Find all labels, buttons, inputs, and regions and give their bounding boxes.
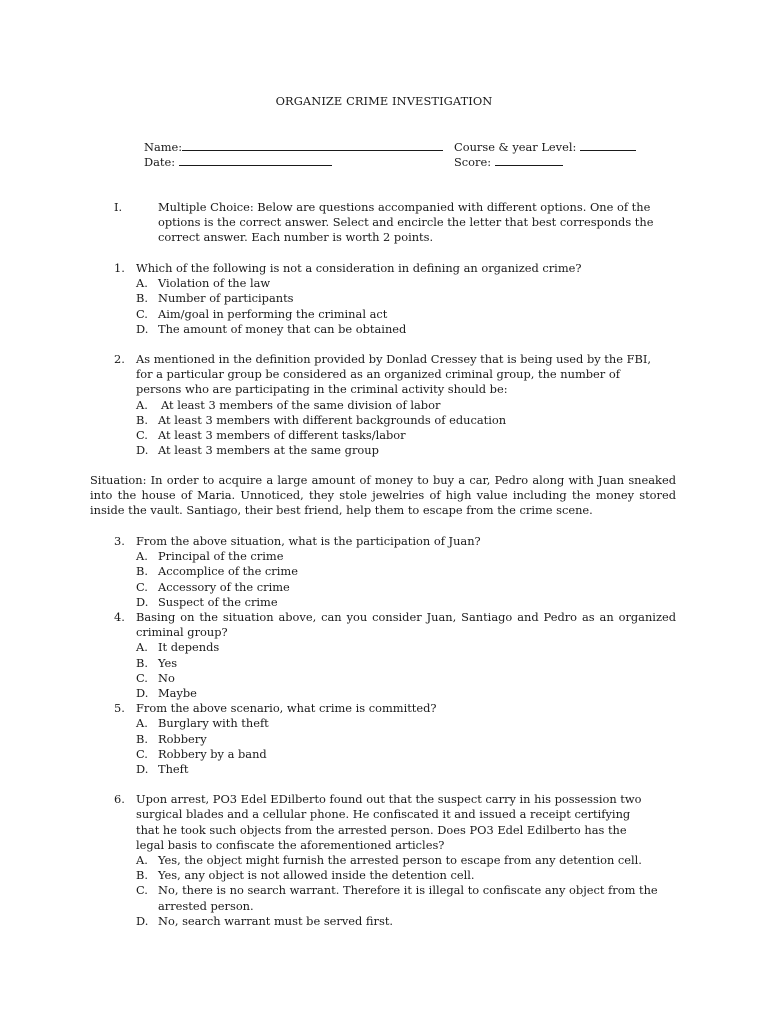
option-letter: B. <box>136 868 148 883</box>
question-text: Upon arrest, PO3 Edel EDilberto found out that the suspect carry in his possession two surgical blades and a cellular phone. He confiscated it and issued a receipt certifying that he took such objects from the arrested person. Does PO3 Edel Edilberto has the legal basis to confiscate the aforementioned articles? <box>136 792 642 852</box>
option-text: Accessory of the crime <box>158 579 290 594</box>
option-text: Accomplice of the crime <box>158 564 298 579</box>
option-text: The amount of money that can be obtained <box>158 321 407 336</box>
option-b[interactable] <box>136 868 676 883</box>
question-text: As mentioned in the definition provided by Donlad Cressey that is being used by the FBI, for a particular group be considered as an organized criminal group, the number of persons who are participating in the criminal activity should be: <box>136 352 651 397</box>
name-blank[interactable] <box>182 139 443 151</box>
option-text: Maybe <box>158 686 197 701</box>
option-text: Theft <box>158 762 189 777</box>
option-text: Number of participants <box>158 291 294 306</box>
option-letter: A. <box>136 276 148 291</box>
question-number: 2. <box>114 352 125 366</box>
option-letter: D. <box>136 762 149 777</box>
option-text: Robbery by a band <box>158 746 267 761</box>
option-letter: C. <box>136 428 148 443</box>
option-letter: B. <box>136 564 148 579</box>
option-text: Yes, the object might furnish the arrested person to escape from any detention cell. <box>158 853 642 868</box>
score-field <box>454 154 563 170</box>
option-d[interactable] <box>136 762 676 777</box>
option-c[interactable] <box>136 428 674 443</box>
option-letter: C. <box>136 306 148 321</box>
question-number: 5. <box>114 701 125 716</box>
question-text: Which of the following is not a consideration in defining an organized crime? <box>136 261 582 275</box>
questions-3-to-6 <box>114 534 676 929</box>
option-b[interactable] <box>136 413 674 428</box>
question-5 <box>114 701 676 777</box>
question-number: 6. <box>114 792 125 807</box>
option-a[interactable] <box>136 549 676 564</box>
option-letter: D. <box>136 913 149 928</box>
option-letter: B. <box>136 731 148 746</box>
option-c[interactable] <box>136 671 676 686</box>
option-d[interactable] <box>136 686 676 701</box>
question-number: 4. <box>114 610 125 625</box>
option-text: No, search warrant must be served first. <box>158 913 394 928</box>
option-b[interactable] <box>136 564 676 579</box>
option-letter: A. <box>136 397 148 412</box>
date-blank[interactable] <box>179 154 332 166</box>
option-text: Violation of the law <box>158 276 271 291</box>
option-d[interactable] <box>136 322 674 337</box>
course-label: Course & year Level: <box>454 140 577 154</box>
option-letter: A. <box>136 853 148 868</box>
option-d[interactable] <box>136 443 674 458</box>
option-a[interactable] <box>136 853 676 868</box>
option-text: Robbery <box>158 731 207 746</box>
question-text: Basing on the situation above, can you consider Juan, Santiago and Pedro as an organized criminal group? <box>136 610 676 640</box>
option-letter: A. <box>136 716 148 731</box>
option-letter: D. <box>136 321 149 336</box>
section-instructions: Multiple Choice: Below are questions accompanied with different options. One of the options is the correct answer. Select and encircle the letter that best corresponds the correct answer. Each number is worth 2 points. <box>158 200 654 245</box>
option-c[interactable] <box>136 307 674 322</box>
option-d[interactable] <box>136 914 676 929</box>
option-text: Suspect of the crime <box>158 594 278 609</box>
name-field <box>144 139 443 155</box>
option-text: Yes, any object is not allowed inside the detention cell. <box>158 868 475 883</box>
option-letter: C. <box>136 579 148 594</box>
question-3 <box>114 534 676 610</box>
question-text: From the above situation, what is the participation of Juan? <box>136 534 481 548</box>
option-a[interactable] <box>136 276 674 291</box>
question-1 <box>114 261 674 337</box>
option-text: At least 3 members of the same division of labor <box>161 397 441 412</box>
option-b[interactable] <box>136 656 676 671</box>
option-a[interactable] <box>136 398 674 413</box>
option-a[interactable] <box>136 716 676 731</box>
option-d[interactable] <box>136 595 676 610</box>
option-text: At least 3 members at the same group <box>158 443 379 458</box>
score-label: Score: <box>454 155 492 169</box>
option-letter: C. <box>136 670 148 685</box>
course-blank[interactable] <box>580 139 636 151</box>
date-field <box>144 154 332 170</box>
page-title: ORGANIZE CRIME INVESTIGATION <box>275 94 493 108</box>
date-label: Date: <box>144 155 176 169</box>
question-number: 1. <box>114 261 125 275</box>
option-letter: A. <box>136 549 148 564</box>
option-b[interactable] <box>136 291 674 306</box>
option-letter: D. <box>136 594 149 609</box>
option-text: No <box>158 670 175 685</box>
section-numeral: I. <box>114 200 123 214</box>
option-text: It depends <box>158 640 220 655</box>
option-letter: B. <box>136 655 148 670</box>
option-text: Principal of the crime <box>158 549 284 564</box>
situation-paragraph: Situation: In order to acquire a large amount of money to buy a car, Pedro along with Juan sneaked into the house of Maria. Unnoticed, they stole jewelries of high value including the money stored inside the vault. Santiago, their best friend, help them to escape from the crime scene. <box>90 473 676 518</box>
option-letter: C. <box>136 746 148 761</box>
score-blank[interactable] <box>495 154 563 166</box>
name-label: Name: <box>144 140 183 154</box>
question-4 <box>114 610 676 701</box>
option-c[interactable] <box>136 747 676 762</box>
option-letter: C. <box>136 883 148 898</box>
option-text: At least 3 members of different tasks/labor <box>158 428 406 443</box>
option-letter: D. <box>136 686 149 701</box>
option-text: No, there is no search warrant. Therefore it is illegal to confiscate any object from the arrested person. <box>158 883 658 913</box>
question-2 <box>114 352 674 458</box>
option-letter: B. <box>136 412 148 427</box>
option-letter: A. <box>136 640 148 655</box>
option-b[interactable] <box>136 732 676 747</box>
question-number: 3. <box>114 534 125 548</box>
option-letter: D. <box>136 443 149 458</box>
option-c[interactable] <box>136 883 663 913</box>
option-text: Yes <box>158 655 178 670</box>
question-6 <box>114 792 676 929</box>
option-a[interactable] <box>136 640 676 655</box>
question-text: From the above scenario, what crime is committed? <box>136 701 437 716</box>
option-text: Burglary with theft <box>158 716 269 731</box>
option-text: Aim/goal in performing the criminal act <box>158 306 388 321</box>
option-letter: B. <box>136 291 148 306</box>
course-field <box>454 139 636 155</box>
option-c[interactable] <box>136 580 676 595</box>
option-text: At least 3 members with different backgrounds of education <box>158 412 507 427</box>
